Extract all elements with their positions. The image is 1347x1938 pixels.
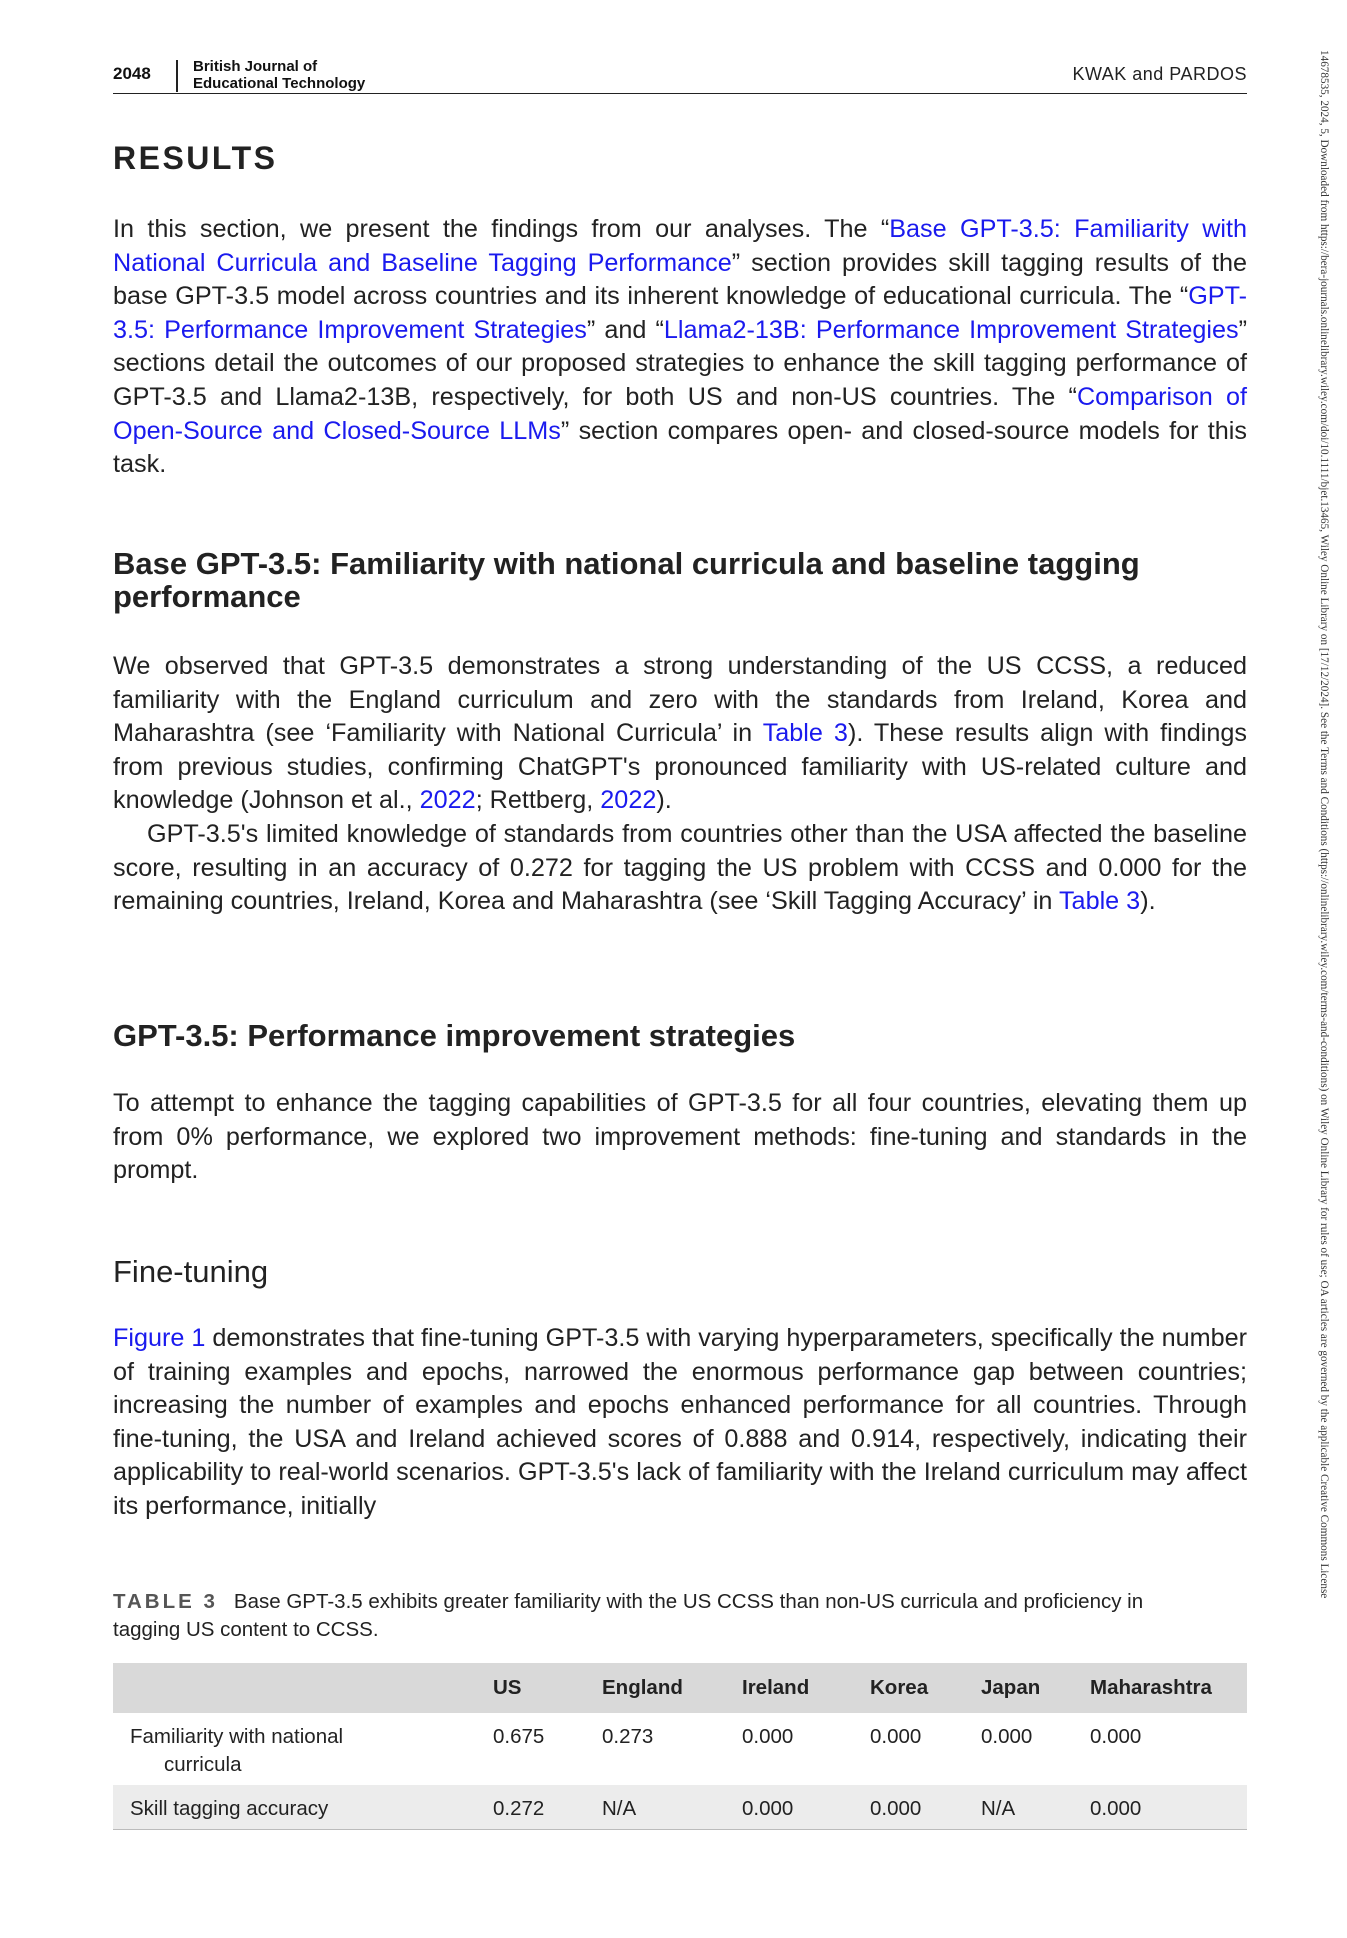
row-label	[113, 1713, 479, 1785]
journal-title	[193, 58, 365, 92]
link-gpt-strategies-section[interactable]: GPT-3.5: Performance Improvement Strategies	[113, 282, 1247, 344]
text-span: ” sections detail the outcomes of our proposed strategies to enhance the skill tagging performance of GPT-3.5 and Llama2-13B, respectively, for both US and non-US countries. The “	[113, 315, 1247, 411]
gpt-strategies-paragraph: To attempt to enhance the tagging capabilities of GPT-3.5 for all four countries, elevating them up from 0% performance, we explored two improvement methods: fine-tuning and standards in the prompt.	[113, 1089, 1247, 1185]
column-header: Ireland	[728, 1663, 856, 1713]
page-number: 2048	[113, 64, 151, 83]
gpt-strategies-heading: GPT-3.5: Performance improvement strategies	[113, 1018, 796, 1053]
link-base-gpt-section[interactable]: Base GPT-3.5: Familiarity with National Curricula and Baseline Tagging Performance	[113, 215, 1247, 277]
link-comparison-section[interactable]: Comparison of Open-Source and Closed-Source LLMs	[113, 382, 1248, 445]
table-cell: 0.000	[870, 1725, 922, 1748]
text-span: ; Rettberg,	[475, 786, 601, 815]
page-header	[113, 56, 1247, 94]
base-gpt-paragraph-1	[113, 650, 1247, 818]
text-span: ).	[1140, 887, 1156, 916]
text-span: ” and “	[586, 315, 664, 344]
table-cell: 0.000	[981, 1725, 1033, 1748]
link-table-3[interactable]: Table 3	[1058, 887, 1141, 916]
text-span: In this section, we present the findings from our analyses. The “	[113, 215, 890, 243]
table-cell: 0.000	[1090, 1725, 1142, 1748]
text-span: We observed that GPT-3.5 demonstrates a strong understanding of the US CCSS, a reduced familiarity with the England curriculum and zero with the standards from Ireland, Korea and Maharashtra (see ‘Familiarity with National Curricula’ in	[113, 652, 1247, 748]
row-label-line: Familiarity with national	[130, 1725, 344, 1748]
download-notice	[1316, 50, 1336, 1910]
column-header: US	[479, 1663, 588, 1713]
table-caption	[113, 1588, 1173, 1644]
base-gpt-paragraph-2	[113, 818, 1247, 919]
journal-title-line1: British Journal of	[193, 58, 318, 75]
column-header: England	[588, 1663, 728, 1713]
results-heading: RESULTS	[113, 140, 278, 176]
table-cell: 0.000	[742, 1725, 794, 1748]
header-divider	[176, 60, 178, 92]
link-citation-johnson-2022[interactable]: 2022	[419, 786, 476, 815]
column-header: Japan	[967, 1663, 1076, 1713]
link-llama-strategies-section[interactable]: Llama2-13B: Performance Improvement Strategies	[663, 315, 1239, 344]
text-span: GPT-3.5's limited knowledge of standards from countries other than the USA affected the baseline score, resulting in an accuracy of 0.272 for tagging the US problem with CCSS and 0.000 for the remaining countries, Ireland, Korea and Maharashtra (see ‘Skill Tagging Accuracy’ in	[113, 820, 1247, 916]
table-row	[113, 1785, 1247, 1830]
text-span: demonstrates that fine-tuning GPT-3.5 with varying hyperparameters, specifically the number of training examples and epochs, narrowed the enormous performance gap between countries; increasing the number of examples and epochs enhanced performance for all countries. Through fine-tuning, the USA and Ireland achieved scores of 0.888 and 0.914, respectively, indicating their applicability to real-world scenarios. GPT-3.5's lack of familiarity with the Ireland curriculum may affect its performance, initially	[113, 1324, 1247, 1520]
column-header: Korea	[856, 1663, 967, 1713]
results-paragraph	[113, 213, 1247, 482]
link-table-3[interactable]: Table 3	[762, 719, 848, 748]
fine-tuning-heading: Fine-tuning	[113, 1254, 269, 1289]
row-label-line: curricula	[164, 1753, 242, 1776]
table-cell: 0.000	[1076, 1785, 1247, 1830]
journal-title-line2: Educational Technology	[193, 75, 366, 92]
column-header: Maharashtra	[1076, 1663, 1247, 1713]
table-label: TABLE 3	[113, 1590, 218, 1613]
running-authors: KWAK and PARDOS	[1072, 64, 1247, 84]
table-cell: 0.272	[479, 1785, 588, 1830]
table-cell: 0.273	[602, 1725, 654, 1748]
row-label: Skill tagging accuracy	[113, 1785, 479, 1830]
table-cell: N/A	[967, 1785, 1076, 1830]
fine-tuning-paragraph	[113, 1322, 1247, 1524]
download-notice-text: 14678535, 2024, 5, Downloaded from https://bera-journals.onlinelibrary.wiley.com/doi/10.1111/bjet.13465, Wiley Online Library on [17/12/2024]. See the Terms and Conditions (https://onlinelibrary.wiley.com/terms-and-conditions) on Wiley Online Library for rules of use; OA articles are governed by the applicable Creative Commons License	[1318, 50, 1330, 1599]
link-citation-rettberg-2022[interactable]: 2022	[600, 786, 657, 815]
text-span: ” section compares open- and closed-source models for this task.	[113, 416, 1247, 479]
table-cell: 0.000	[728, 1785, 856, 1830]
text-span: ). These results align with findings from previous studies, confirming ChatGPT's pronounced familiarity with US-related culture and knowledge (Johnson et al.,	[113, 719, 1247, 815]
table-cell: 0.675	[493, 1725, 545, 1748]
column-header	[113, 1663, 479, 1713]
table-cell: 0.000	[856, 1785, 967, 1830]
link-figure-1[interactable]: Figure 1	[113, 1324, 206, 1352]
table-caption-text: Base GPT-3.5 exhibits greater familiarity with the US CCSS than non-US curricula and proficiency in tagging US content to CCSS.	[113, 1590, 1144, 1641]
table-row	[113, 1713, 1247, 1785]
table-header-row	[113, 1663, 1247, 1713]
table-3	[113, 1663, 1247, 1830]
text-span: ” section provides skill tagging results of the base GPT-3.5 model across countries and its inherent knowledge of educational curricula. The “	[113, 248, 1248, 311]
base-gpt-heading: Base GPT-3.5: Familiarity with national curricula and baseline tagging performance	[113, 546, 1140, 614]
table-cell: N/A	[588, 1785, 728, 1830]
text-span: ).	[656, 786, 672, 815]
